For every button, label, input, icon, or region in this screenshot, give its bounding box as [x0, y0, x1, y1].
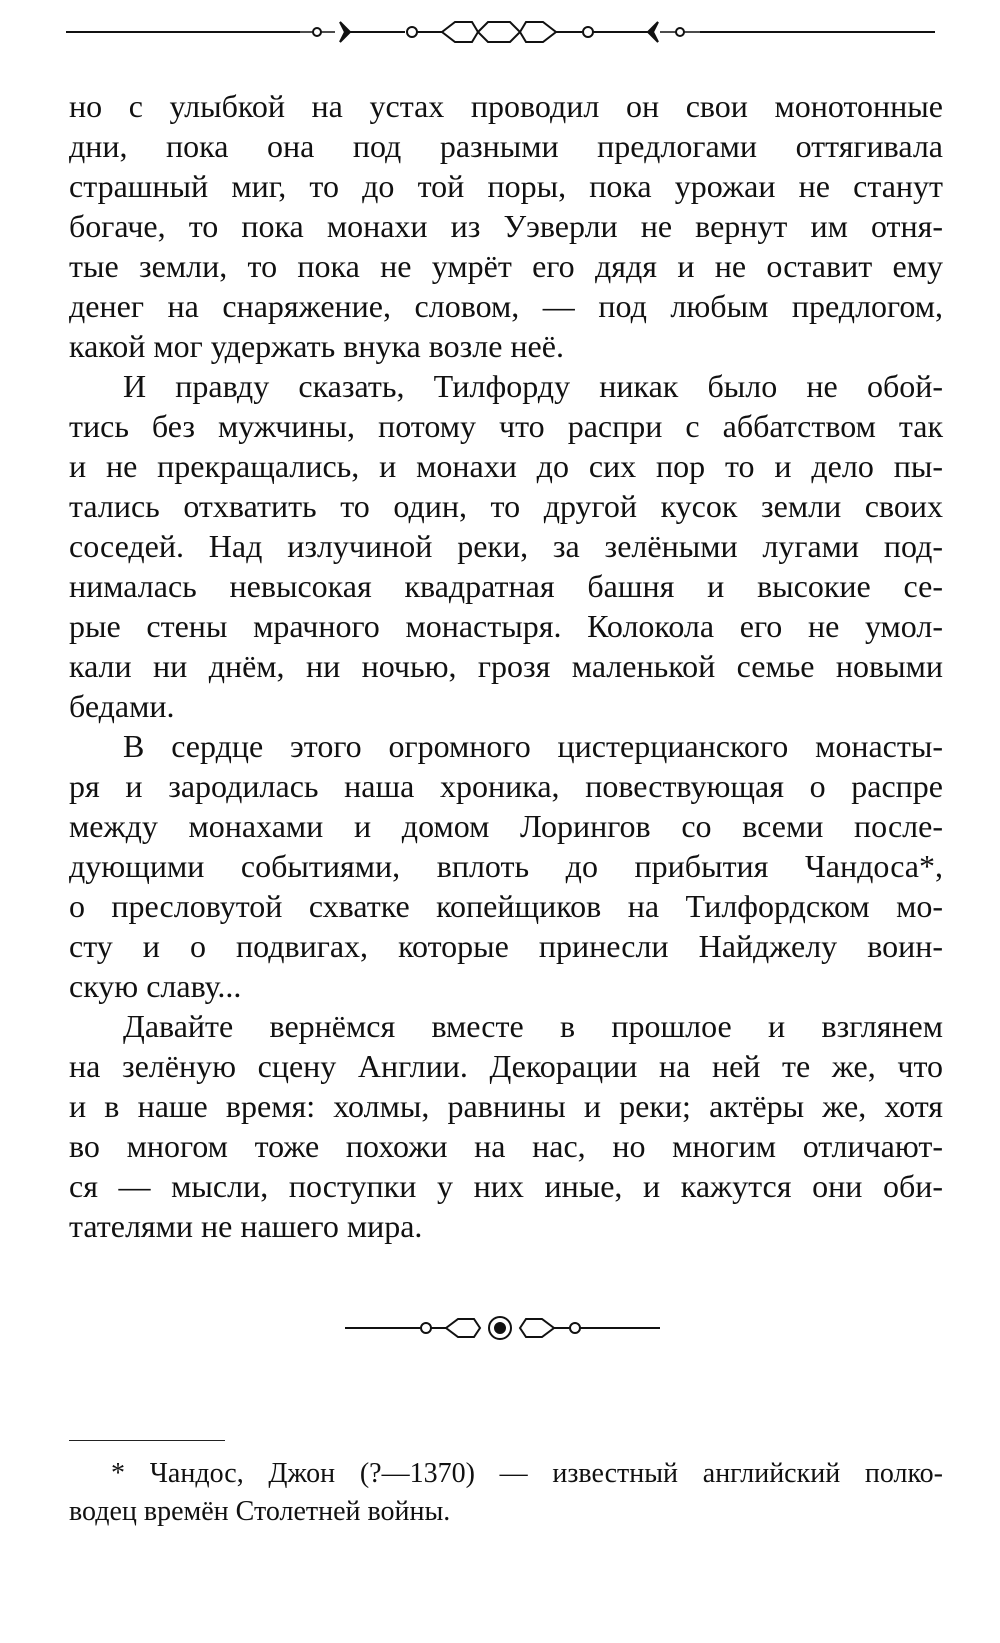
- text-line: И правду сказать, Тилфорду никак было не обой-: [123, 368, 943, 404]
- text-line: страшный миг, то до той поры, пока урожаи не станут: [69, 168, 943, 204]
- text-line: денег на снаряжение, словом, — под любым предлогом,: [69, 288, 943, 324]
- text-line: В сердце этого огромного цистерцианского монасты-: [123, 728, 943, 764]
- footnote: [69, 1455, 943, 1531]
- bottom-ornament: [0, 1308, 1000, 1348]
- text-line: во многом тоже похожи на нас, но многим отличают-: [69, 1128, 943, 1164]
- text-line: рые стены мрачного монастыря. Колокола его не умол-: [69, 608, 943, 644]
- text-line: между монахами и домом Лорингов со всеми после-: [69, 808, 943, 844]
- text-line: бедами.: [69, 688, 175, 724]
- paragraph: [69, 366, 943, 726]
- footnote-line: водец времён Столетней войны.: [69, 1496, 451, 1527]
- text-line: скую славу...: [69, 968, 242, 1004]
- text-line: тись без мужчины, потому что распри с аббатством так: [69, 408, 943, 444]
- text-line: тателями не нашего мира.: [69, 1208, 423, 1244]
- text-line: какой мог удержать внука возле неё.: [69, 328, 564, 364]
- text-line: на зелёную сцену Англии. Декорации на ней те же, что: [69, 1048, 943, 1084]
- text-line: ря и зародилась наша хроника, повествующая о распре: [69, 768, 943, 804]
- main-text: [69, 86, 943, 1246]
- text-line: дни, пока она под разными предлогами оттягивала: [69, 128, 943, 164]
- paragraph: [69, 86, 943, 366]
- footnote-line: * Чандос, Джон (?—1370) — известный английский полко-: [111, 1458, 943, 1489]
- text-line: и в наше время: холмы, равнины и реки; актёры же, хотя: [69, 1088, 943, 1124]
- text-line: нималась невысокая квадратная башня и высокие се-: [69, 568, 943, 604]
- text-line: но с улыбкой на устах проводил он свои монотонные: [69, 88, 943, 124]
- text-line: дующими событиями, вплоть до прибытия Чандоса*,: [69, 848, 943, 884]
- text-line: богаче, то пока монахи из Уэверли не вернут им отня-: [69, 208, 943, 244]
- text-line: сту и о подвигах, которые принесли Найджелу воин-: [69, 928, 943, 964]
- text-line: ся — мысли, поступки у них иные, и кажутся они оби-: [69, 1168, 943, 1204]
- text-line: тые земли, то пока не умрёт его дядя и не оставит ему: [69, 248, 943, 284]
- text-line: и не прекращались, и монахи до сих пор то и дело пы-: [69, 448, 943, 484]
- text-line: соседей. Над излучиной реки, за зелёными лугами под-: [69, 528, 943, 564]
- footnote-rule: [69, 1440, 225, 1441]
- top-ornament: [0, 14, 1000, 54]
- text-line: о пресловутой схватке копейщиков на Тилфордском мо-: [69, 888, 943, 924]
- paragraph: [69, 1006, 943, 1246]
- paragraph: [69, 726, 943, 1006]
- text-line: Давайте вернёмся вместе в прошлое и взглянем: [123, 1008, 943, 1044]
- text-line: тались отхватить то один, то другой кусок земли своих: [69, 488, 943, 524]
- text-line: кали ни днём, ни ночью, грозя маленькой семье новыми: [69, 648, 943, 684]
